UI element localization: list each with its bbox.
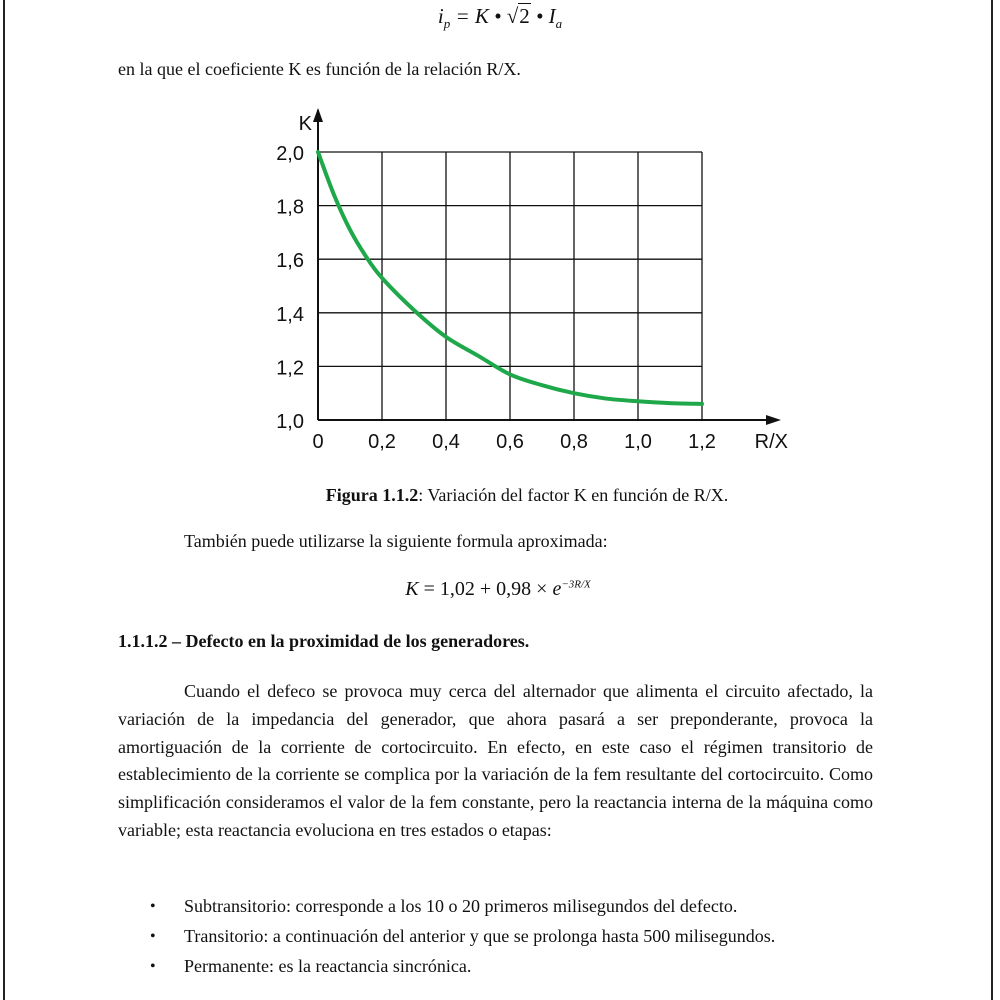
y-tick-label: 1,0 (276, 411, 304, 433)
list-item-text: Subtransitorio: corresponde a los 10 o 20 primeros milisegundos del defecto. (184, 896, 738, 916)
body-paragraph: Cuando el defeco se provoca muy cerca del alternador que alimenta el circuito afectado, la variación de la impedancia del generador, que ahora pasará a ser preponderante, provoca la amortiguación de la corriente de cortocircuito. En efecto, en este caso el régimen transitorio de establecimiento de la corriente se complica por la variación de la fem resultante del cortocircuito. Como simplificación consideramos el valor de la fem constante, pero la reactancia interna de la máquina como variable; esta reactancia evoluciona en tres estados o etapas: (118, 681, 873, 840)
y-tick-label: 2,0 (276, 143, 304, 165)
y-tick-label: 1,4 (276, 303, 304, 326)
y-tick-label: 1,2 (276, 357, 304, 380)
x-tick-label: 1,2 (688, 431, 716, 453)
approx-formula-intro: También puede utilizarse la siguiente formula aproximada: (184, 531, 608, 551)
list-item (150, 953, 873, 980)
x-tick-label: 0,6 (496, 431, 524, 453)
formula2-exponent: −3R/X (561, 578, 591, 591)
peak-current-formula (0, 4, 1000, 32)
section-heading: 1.1.1.2 – Defecto en la proximidad de los generadores. (118, 631, 530, 651)
y-tick-label: 1,8 (276, 196, 304, 219)
list-item-text: Transitorio: a continuación del anterior y que se prolonga hasta 500 milisegundos. (184, 926, 776, 946)
sqrt-argument: 2 (519, 4, 530, 28)
formula-middle: = K • (450, 4, 507, 28)
chart-svg (260, 100, 800, 470)
bullet-icon: • (150, 898, 156, 915)
formula2-base: e (552, 578, 562, 600)
y-axis-label: K (298, 113, 312, 135)
bullet-icon: • (150, 928, 156, 945)
formula-lhs: i (437, 4, 444, 28)
formula2-middle: = 1,02 + 0,98 × (418, 578, 553, 600)
y-tick-label: 1,6 (276, 250, 304, 273)
formula2-lhs: K (405, 578, 419, 600)
formula-rhs-subscript: a (555, 16, 563, 31)
figure-caption-text: : Variación del factor K en función de R/X. (418, 485, 729, 505)
x-axis-arrow (766, 415, 781, 425)
x-axis-label: R/X (754, 431, 788, 453)
formula-lhs-subscript: p (443, 16, 451, 31)
k-factor-chart (260, 100, 800, 470)
x-tick-label: 1,0 (624, 431, 652, 453)
figure-caption (0, 485, 1000, 506)
y-axis-arrow (313, 108, 323, 122)
formula-rhs: • I (530, 4, 556, 28)
sqrt-term: √2 (506, 4, 530, 28)
intro-text: en la que el coeficiente K es función de la relación R/X. (118, 59, 521, 79)
list-item (150, 893, 873, 920)
x-tick-label: 0,2 (368, 431, 396, 453)
bullet-icon: • (150, 958, 156, 975)
list-item-text: Permanente: es la reactancia sincrónica. (184, 956, 472, 976)
x-tick-label: 0 (312, 431, 324, 453)
x-tick-label: 0,4 (432, 431, 460, 453)
list-item (150, 923, 873, 950)
approx-formula (0, 578, 996, 601)
x-tick-label: 0,8 (560, 431, 588, 453)
figure-label: Figura 1.1.2 (325, 485, 419, 505)
stages-list (150, 893, 873, 983)
